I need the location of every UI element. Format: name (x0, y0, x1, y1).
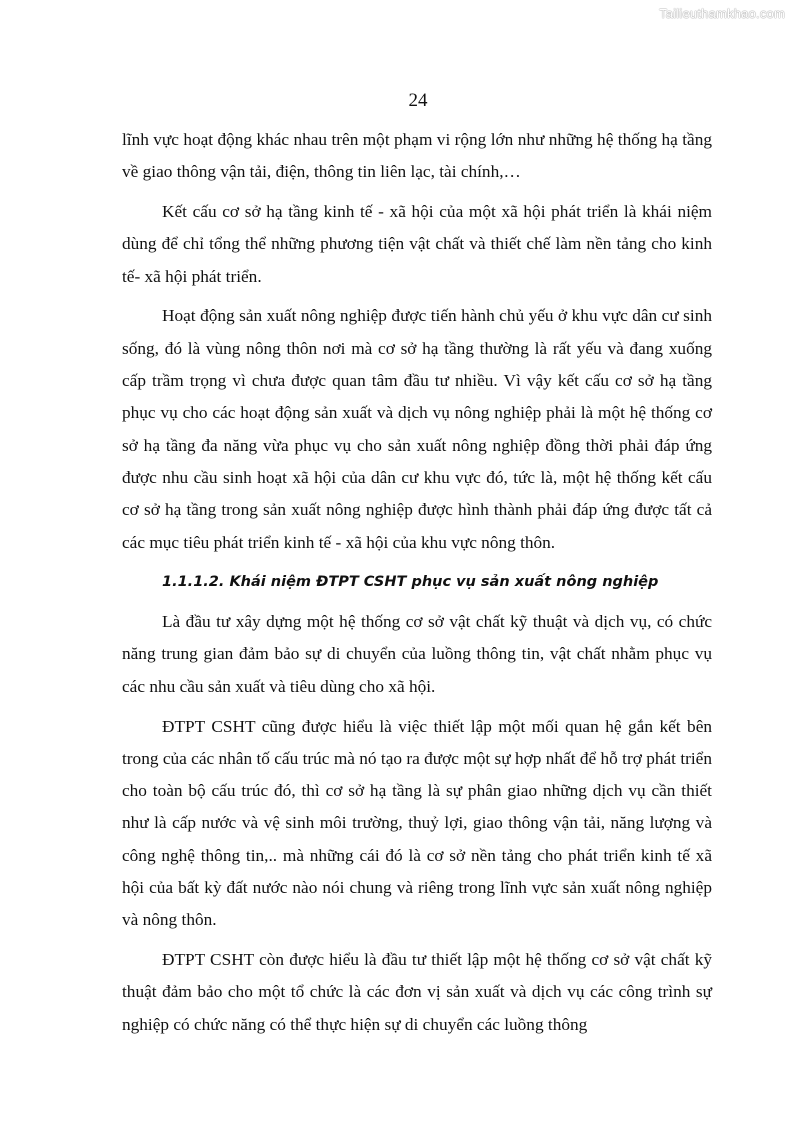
paragraph-investment-definition: Là đầu tư xây dựng một hệ thống cơ sở vật chất kỹ thuật và dịch vụ, có chức năng trung gian đảm bảo sự di chuyển của luồng thông tin, vật chất nhằm phục vụ các nhu cầu sản xuất và tiêu dùng cho xã hội. (122, 612, 712, 696)
paragraph-technical-system: ĐTPT CSHT còn được hiểu là đầu tư thiết lập một hệ thống cơ sở vật chất kỹ thuật đảm bảo cho một tổ chức là các đơn vị sản xuất và dịch vụ các công trình sự nghiệp có chức năng có thể thực hiện sự di chuyển các luồng thông (122, 950, 712, 1034)
watermark-text: Tailieuthamkhao.com (659, 6, 785, 21)
paragraph-agricultural-production: Hoạt động sản xuất nông nghiệp được tiến hành chủ yếu ở khu vực dân cư sinh sống, đó là vùng nông thôn nơi mà cơ sở hạ tầng thường là rất yếu và đang xuống cấp trầm trọng vì chưa được quan tâm đầu tư nhiều. Vì vậy kết cấu cơ sở hạ tầng phục vụ cho các hoạt động sản xuất và dịch vụ nông nghiệp phải là một hệ thống cơ sở hạ tầng đa năng vừa phục vụ cho sản xuất nông nghiệp đồng thời phải đáp ứng được nhu cầu sinh hoạt xã hội của dân cư khu vực đó, tức là, một hệ thống kết cấu cơ sở hạ tầng trong sản xuất nông nghiệp được hình thành phải đáp ứng được tất cả các mục tiêu phát triển kinh tế - xã hội của khu vực nông thôn. (122, 306, 712, 552)
document-body (122, 124, 712, 1049)
page-number: 24 (408, 90, 428, 111)
section-heading: 1.1.1.2. Khái niệm ĐTPT CSHT phục vụ sản xuất nông nghiệp (162, 574, 659, 591)
paragraph-structural-linkage: ĐTPT CSHT cũng được hiểu là việc thiết lập một mối quan hệ gắn kết bên trong của các nhân tố cấu trúc mà nó tạo ra được một sự hợp nhất để hỗ trợ phát triển cho toàn bộ cấu trúc đó, thì cơ sở hạ tầng là sự phân giao những dịch vụ cần thiết như là cấp nước và vệ sinh môi trường, thuỷ lợi, giao thông vận tải, năng lượng và công nghệ thông tin,.. mà những cái đó là cơ sở nền tảng cho phát triển kinh tế xã hội của bất kỳ đất nước nào nói chung và riêng trong lĩnh vực sản xuất nông nghiệp và nông thôn. (122, 716, 712, 930)
paragraph-infrastructure-definition: Kết cấu cơ sở hạ tầng kinh tế - xã hội của một xã hội phát triển là khái niệm dùng để chỉ tổng thể những phương tiện vật chất và thiết chế làm nền tảng cho kinh tế- xã hội phát triển. (122, 202, 712, 286)
paragraph-continuation: lĩnh vực hoạt động khác nhau trên một phạm vi rộng lớn như những hệ thống hạ tầng về giao thông vận tải, điện, thông tin liên lạc, tài chính,… (122, 130, 712, 182)
